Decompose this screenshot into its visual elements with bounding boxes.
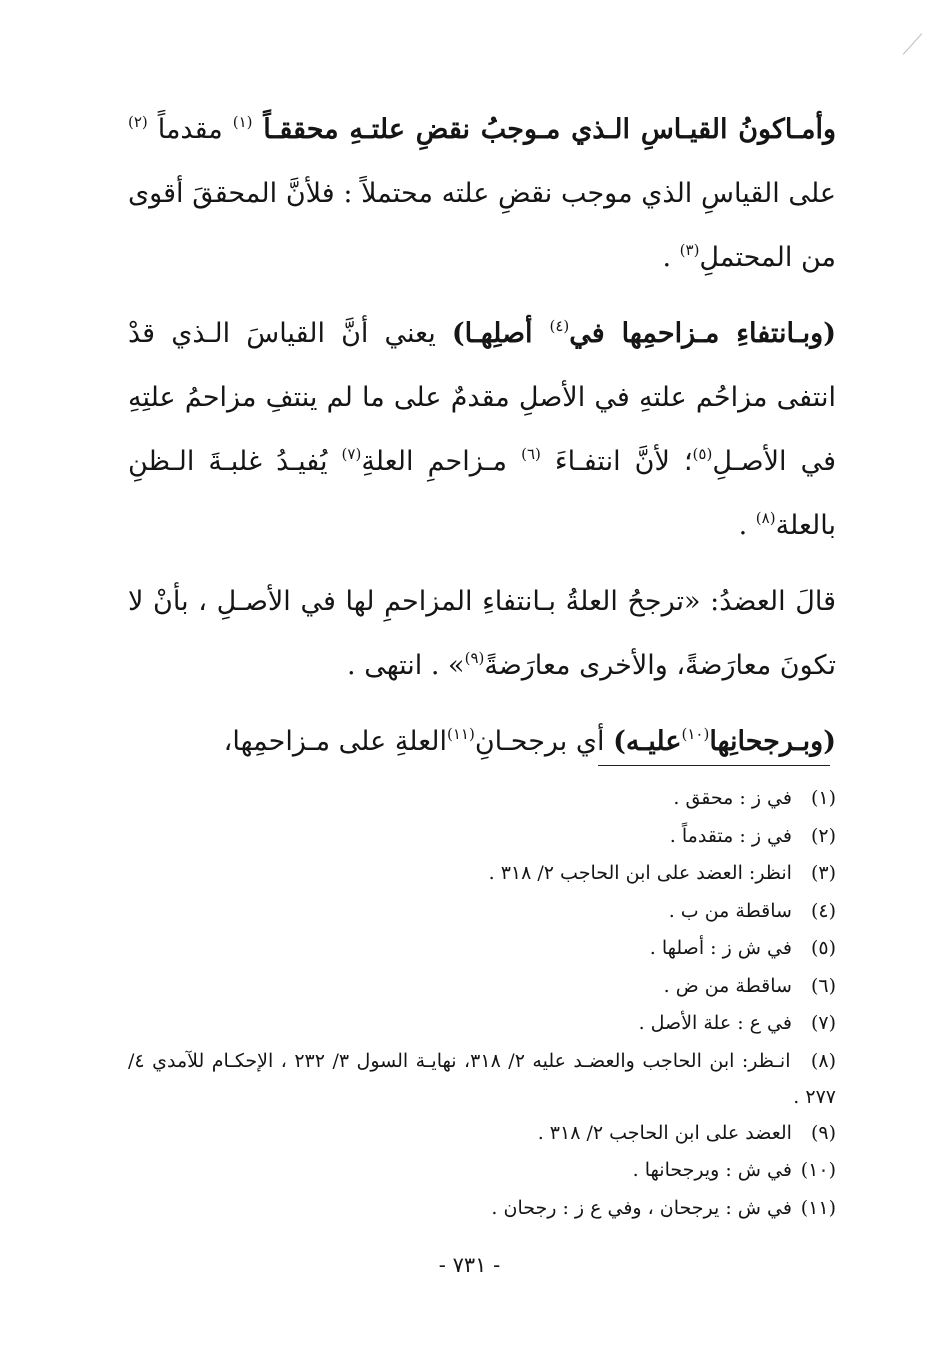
scan-mark [903, 33, 922, 54]
text-segment: مـزاحمِ العلةِ [361, 446, 522, 477]
footnote [128, 855, 836, 893]
footnote-text: في ش : ويرجحانها . [632, 1159, 792, 1181]
text-segment: ؛ لأنَّ انتفـاءَ [540, 446, 693, 477]
footnote-ref: (٢) [128, 113, 148, 131]
footnotes [128, 780, 836, 1227]
footnote [128, 818, 836, 856]
bold-text-segment: وأمـاكونُ القيـاسِ الـذي مـوجبُ نقضِ علتـهِ محققـاً [252, 114, 837, 145]
footnote-ref: (٩) [464, 649, 485, 667]
footnote-text: انـظر: ابن الحاجب والعضـد عليه ٢/ ٣١٨، نهايـة السول ٣/ ٢٣٢ ، الإحكـام للآمدي ٤/ ٢٧٧ . [128, 1049, 836, 1108]
footnote-number: (٤) [810, 899, 836, 922]
footnote-text: ساقطة من ب . [668, 899, 792, 922]
footnote-text: انظر: العضد على ابن الحاجب ٢/ ٣١٨ . [488, 862, 792, 884]
footnote-text: ساقطة من ض . [663, 974, 792, 997]
footnote-number: (٢) [810, 824, 836, 847]
bold-text-segment: أصلِهـا) [451, 318, 550, 349]
main-text [128, 98, 836, 786]
bold-text-segment: (وبـرجحانِها [709, 726, 836, 757]
footnote-number: (٩) [810, 1121, 836, 1144]
footnote [128, 1115, 836, 1153]
footnote-number: (٥) [810, 937, 836, 959]
footnote [128, 1043, 836, 1115]
paragraph [128, 570, 836, 698]
footnote-ref: (٣) [679, 241, 700, 259]
footnote-number: (٧) [810, 1012, 836, 1034]
paragraph [128, 98, 836, 290]
text-segment: مقدماً [147, 114, 233, 145]
footnote [128, 1152, 836, 1190]
footnote-text: في ز : متقدماً . [669, 824, 792, 847]
footnote [128, 1005, 836, 1043]
text-segment: العلةِ على مـزاحمِها، [223, 726, 447, 757]
bold-text-segment: (وبـانتفاءِ مـزاحمِها في [569, 318, 836, 349]
footnote-ref: (٦) [521, 445, 541, 463]
text-segment: أي برجحـانِ [474, 726, 614, 757]
text-segment: على القياسِ الذي موجب نقضِ علته محتملاً : فلأنَّ المحققَ أقوى من المحتملِ [128, 178, 836, 273]
text-segment: يُفيـدُ غلبـةَ الـظنِ بالعلة [128, 446, 836, 541]
footnote-number: (١١) [800, 1196, 836, 1219]
text-segment: . [738, 510, 756, 541]
footnote-text: العضد على ابن الحاجب ٢/ ٣١٨ . [537, 1121, 792, 1144]
footnote [128, 930, 836, 968]
text-segment: قالَ العضدُ: «ترجحُ العلةُ بـانتفاءِ المزاحمِ لها في الأصـلِ ، بأنْ لا تكونَ معارَضةً، والأخرى معارَضةً [128, 586, 836, 681]
text-segment: » . انتهى . [347, 650, 465, 681]
paragraph [128, 302, 836, 558]
footnote-text: في ش : يرجحان ، وفي ع ز : رجحان . [491, 1196, 792, 1219]
footnote [128, 1190, 836, 1228]
footnote-ref: (١) [232, 113, 253, 131]
footnote-ref: (٤) [549, 317, 570, 335]
footnote-text: في ع : علة الأصل . [638, 1012, 792, 1034]
footnote-ref: (١١) [446, 725, 475, 743]
text-segment: يعني أنَّ القياسَ الـذي قدْ انتفى مزاحُم علتهِ في الأصلِ مقدمٌ على ما لم ينتفِ مزاحمُ علتِهِ في الأصـلِ [128, 318, 836, 477]
footnote-number: (١) [810, 787, 836, 809]
footnote-number: (٨) [810, 1049, 836, 1072]
bold-text-segment: عليـه) [613, 726, 682, 757]
footnote-number: (١٠) [800, 1159, 836, 1181]
footnote-number: (٣) [810, 862, 836, 884]
footnote [128, 968, 836, 1006]
footnote [128, 780, 836, 818]
footnote-ref: (٧) [341, 445, 362, 463]
footnote-text: في ش ز : أصلها . [649, 937, 792, 959]
footnote [128, 893, 836, 931]
page-number: - ٧٣١ - [438, 1253, 501, 1277]
footnote-ref: (٥) [692, 445, 713, 463]
footnote-separator [598, 765, 830, 766]
footnote-text: في ز : محقق . [673, 787, 792, 809]
footnote-ref: (٨) [755, 509, 776, 527]
footnote-ref: (١٠) [681, 725, 710, 743]
footnote-number: (٦) [810, 974, 836, 997]
text-segment: . [662, 242, 680, 273]
